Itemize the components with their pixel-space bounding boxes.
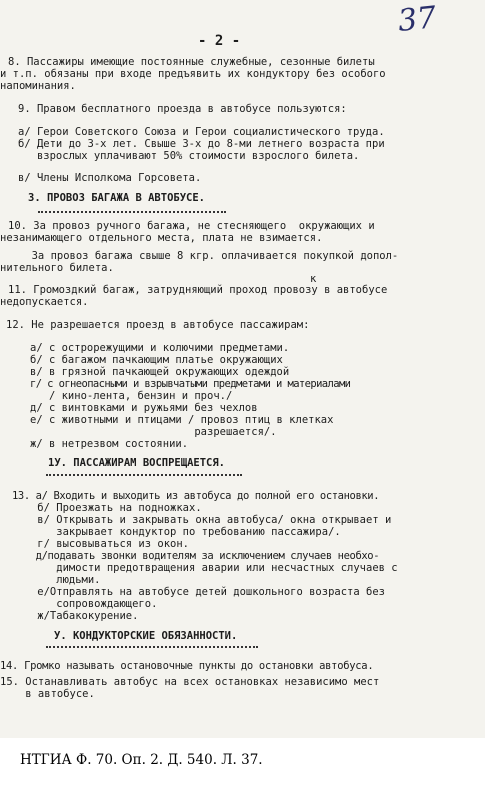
paragraph-13-line-1: 13. а/ Входить и выходить из автобуса до полной его остановки. [12,490,380,502]
page-number: - 2 - [198,33,241,49]
paragraph-9a: а/ Герои Советского Союза и Герои социалистического труда. [18,126,385,138]
paragraph-12-item-v: в/ в грязной пачкающей окружающих одеждой [30,366,290,378]
paragraph-13-line-3: в/ Открывать и закрывать окна автобуса/ окна открывает и [12,514,392,526]
paragraph-15-line-1: 15. Останавливать автобус на всех остановках независимо мест [0,676,380,688]
paragraph-9-line-1: 9. Правом бесплатного проезда в автобусе пользуются: [18,103,347,115]
paragraph-13-line-2: б/ Проезжать на подножках. [12,502,202,514]
paragraph-9b-line-1: б/ Дети до 3-х лет. Свыше 3-х до 8-ми летнего возраста при [18,138,385,150]
paragraph-8-line-2: и т.п. обязаны при входе предъявить их кондуктору без особого [0,68,386,80]
paragraph-12-item-e: е/ с животными и птицами / провоз птиц в клетках [30,414,334,426]
paragraph-12-item-g: г/ с огнеопасными и взрывчатыми предметами и материалами [30,378,351,390]
paragraph-10-line-1: 10. За провоз ручного багажа, не стесняющего окружающих и [8,220,375,232]
section-3-underline [38,211,226,213]
paragraph-15-line-2: в автобусе. [0,688,95,700]
paragraph-12-item-e-cont: разрешается/. [30,426,277,438]
paragraph-13-line-11: ж/Табакокурение. [12,610,139,622]
paragraph-12-item-d: д/ с винтовками и ружьями без чехлов [30,402,258,414]
paragraph-12-item-b: б/ с багажом пачкающим платье окружающих [30,354,283,366]
paragraph-13-line-10: сопровождающего. [12,598,158,610]
paragraph-13-line-4: закрывает кондуктор по требованию пассажира/. [12,526,341,538]
paragraph-12-item-g-cont: / кино-лента, бензин и проч./ [30,390,233,402]
handwritten-insert-k: к [310,273,317,285]
section-4-underline [46,474,242,476]
section-5-heading: У. КОНДУКТОРСКИЕ ОБЯЗАННОСТИ. [54,630,238,642]
paragraph-13-line-8: людьми. [12,574,101,586]
paragraph-12-item-a: а/ с острорежущими и колючими предметами. [30,342,290,354]
paragraph-8-line-3: напоминания. [0,80,76,92]
paragraph-11-line-2: недопускается. [0,296,89,308]
section-5-underline [46,646,258,648]
paragraph-13-line-5: г/ высовываться из окон. [12,538,190,550]
paragraph-8-line-1: 8. Пассажиры имеющие постоянные служебные, сезонные билеты [8,56,375,68]
paragraph-11-line-1: 11. Громоздкий багаж, затрудняющий проход провозу в автобусе [8,284,388,296]
paragraph-13-line-6: д/подавать звонки водителям за исключением случаев необхо- [12,550,380,562]
section-4-heading: 1У. ПАССАЖИРАМ ВОСПРЕЩАЕТСЯ. [48,457,226,469]
paragraph-12-line-1: 12. Не разрешается проезд в автобусе пассажирам: [6,319,310,331]
paragraph-9v: в/ Члены Исполкома Горсовета. [18,172,202,184]
paragraph-12-item-zh: ж/ в нетрезвом состоянии. [30,438,189,450]
paragraph-10b-line-1: За провоз багажа свыше 8 кгр. оплачивается покупкой допол- [0,250,399,262]
section-3-heading: 3. ПРОВОЗ БАГАЖА В АВТОБУСЕ. [28,192,206,204]
paragraph-10-line-2: незанимающего отдельного места, плата не взимается. [0,232,323,244]
paragraph-13-line-7: димости предотвращения аварии или несчастных случаев с [12,562,398,574]
paragraph-14: 14. Громко называть остановочные пункты до остановки автобуса. [0,660,374,672]
handwritten-folio-number: 37 [396,0,438,39]
paragraph-10b-line-2: нительного билета. [0,262,114,274]
paragraph-9b-line-2: взрослых уплачивают 50% стоимости взрослого билета. [18,150,360,162]
paragraph-13-line-9: е/Отправлять на автобусе детей дошкольного возраста без [12,586,385,598]
archive-reference-caption: НТГИА Ф. 70. Оп. 2. Д. 540. Л. 37. [20,752,263,768]
